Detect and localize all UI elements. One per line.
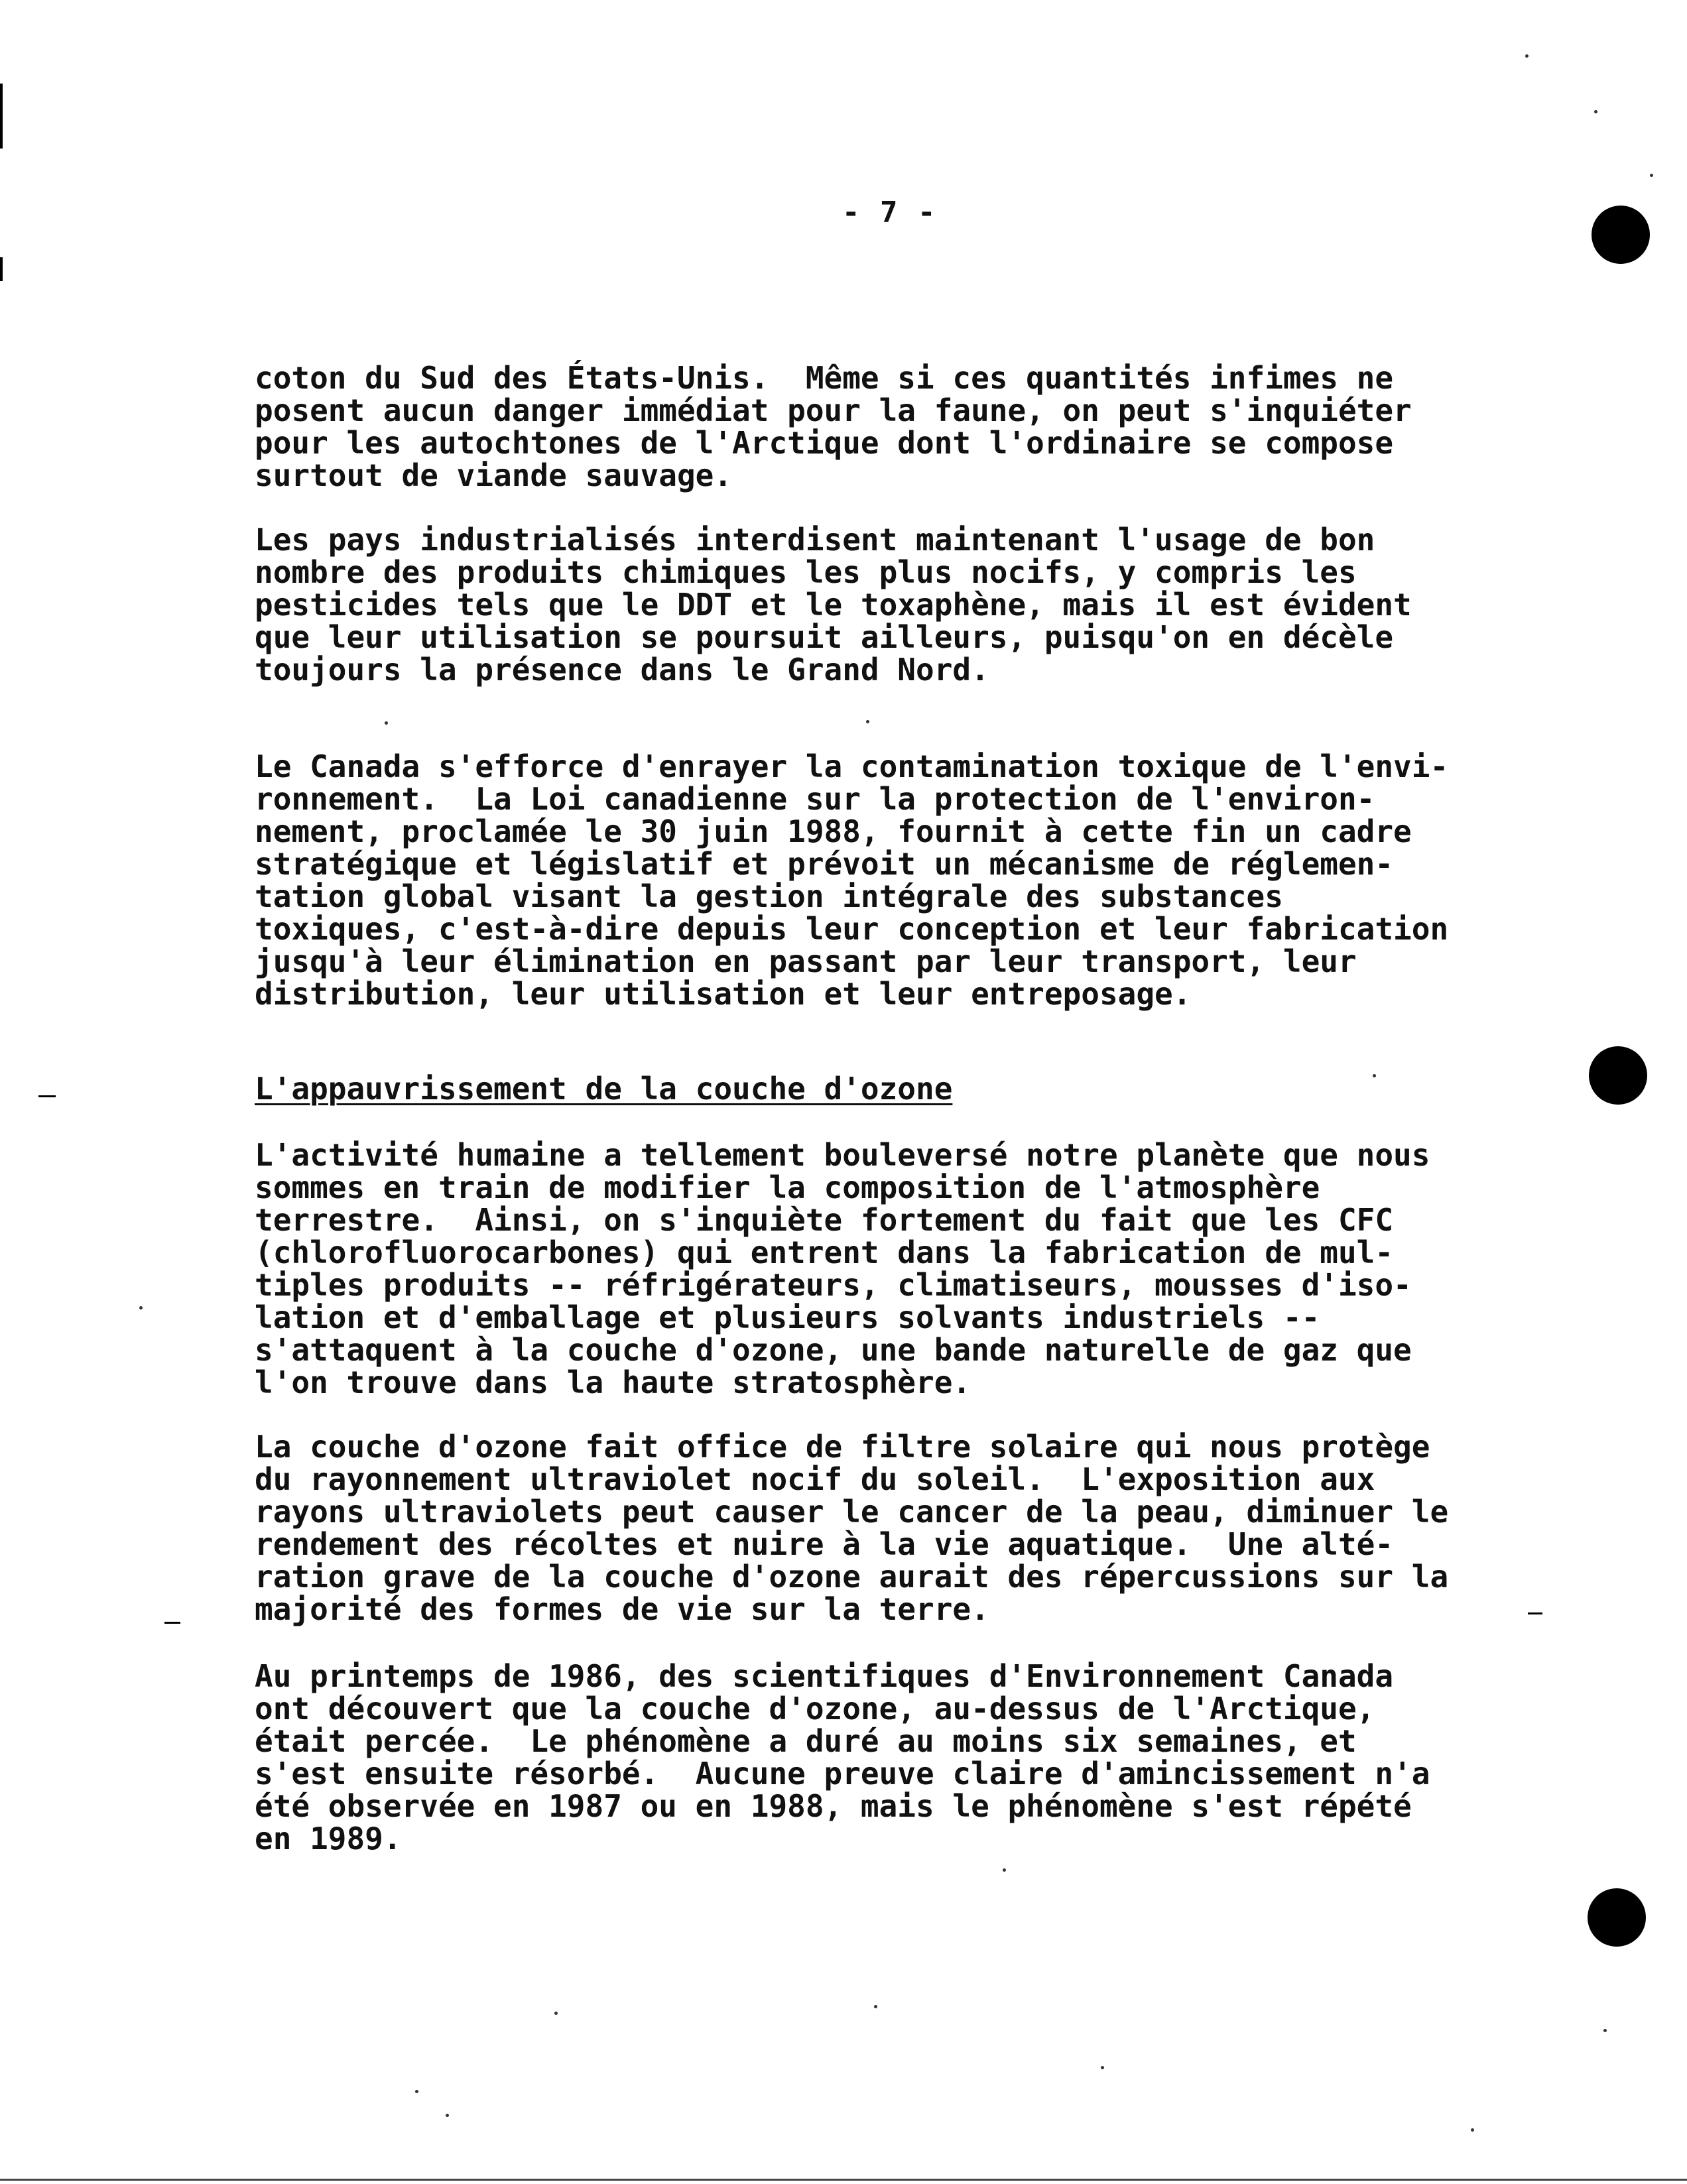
scan-speck (139, 1306, 143, 1309)
paragraph-2 (255, 524, 1554, 686)
scan-speck (554, 2012, 558, 2015)
paragraph-line: s'est ensuite résorbé. Aucune preuve claire d'amincissement n'a (255, 1756, 1430, 1791)
paragraph-line: surtout de viande sauvage. (255, 457, 733, 493)
paragraph-line: (chlorofluorocarbones) qui entrent dans la fabrication de mul- (255, 1235, 1394, 1270)
scan-speck (866, 720, 869, 723)
scan-speck (1471, 2128, 1474, 2132)
paragraph-line: en 1989. (255, 1821, 402, 1856)
punch-hole-top (1592, 206, 1650, 264)
section-paragraph-3 (255, 1660, 1554, 1855)
section-paragraph-1 (255, 1139, 1554, 1399)
paragraph-line: tiples produits -- réfrigérateurs, climatiseurs, mousses d'iso- (255, 1267, 1412, 1303)
scan-speck (1101, 2066, 1104, 2069)
scan-speck (385, 721, 388, 725)
scan-speck (415, 2090, 418, 2093)
paragraph-1 (255, 362, 1554, 492)
paragraph-line: tation global visant la gestion intégrale des substances (255, 879, 1283, 914)
paragraph-line: ronnement. La Loi canadienne sur la protection de l'environ- (255, 781, 1375, 817)
paragraph-line: l'on trouve dans la haute stratosphère. (255, 1365, 971, 1400)
scan-speck (1650, 174, 1653, 177)
scan-speck (446, 2114, 449, 2117)
paragraph-line: ont découvert que la couche d'ozone, au-dessus de l'Arctique, (255, 1691, 1375, 1727)
scan-speck (1594, 110, 1597, 113)
left-edge-mark (0, 84, 3, 149)
scan-speck (1525, 54, 1529, 58)
paragraph-line: La couche d'ozone fait office de filtre solaire qui nous protège (255, 1429, 1430, 1465)
paragraph-line: ration grave de la couche d'ozone aurait des répercussions sur la (255, 1559, 1449, 1595)
paragraph-line: terrestre. Ainsi, on s'inquiète fortement du fait que les CFC (255, 1202, 1394, 1238)
scan-speck (1603, 2029, 1607, 2032)
paragraph-line: Le Canada s'efforce d'enrayer la contamination toxique de l'envi- (255, 749, 1449, 784)
paragraph-line: était percée. Le phénomène a duré au moins six semaines, et (255, 1723, 1357, 1759)
margin-dash (164, 1622, 180, 1624)
paragraph-line: distribution, leur utilisation et leur entreposage. (255, 976, 1192, 1012)
paragraph-line: que leur utilisation se poursuit ailleurs, puisqu'on en décèle (255, 619, 1394, 655)
paragraph-line: Les pays industrialisés interdisent maintenant l'usage de bon (255, 522, 1375, 558)
paragraph-line: coton du Sud des États-Unis. Même si ces quantités infimes ne (255, 360, 1394, 396)
paragraph-line: été observée en 1987 ou en 1988, mais le phénomène s'est répété (255, 1788, 1412, 1824)
paragraph-line: toujours la présence dans le Grand Nord. (255, 652, 989, 688)
scan-speck (1003, 1868, 1006, 1872)
bottom-edge-line (0, 2179, 1687, 2181)
paragraph-line: posent aucun danger immédiat pour la faune, on peut s'inquiéter (255, 393, 1412, 428)
paragraph-line: jusqu'à leur élimination en passant par leur transport, leur (255, 943, 1357, 979)
paragraph-line: Au printemps de 1986, des scientifiques d'Environnement Canada (255, 1658, 1394, 1694)
paragraph-line: du rayonnement ultraviolet nocif du soleil. L'exposition aux (255, 1461, 1375, 1497)
paragraph-line: s'attaquent à la couche d'ozone, une bande naturelle de gaz que (255, 1332, 1412, 1368)
paragraph-line: pesticides tels que le DDT et le toxaphène, mais il est évident (255, 587, 1412, 623)
scan-speck (874, 2005, 877, 2008)
paragraph-line: nement, proclamée le 30 juin 1988, fournit à cette fin un cadre (255, 814, 1412, 849)
scan-speck (1373, 1074, 1376, 1077)
margin-dash (38, 1095, 56, 1097)
paragraph-line: sommes en train de modifier la composition de l'atmosphère (255, 1170, 1320, 1205)
paragraph-line: majorité des formes de vie sur la terre. (255, 1591, 989, 1627)
paragraph-line: L'activité humaine a tellement bouleversé notre planète que nous (255, 1137, 1430, 1173)
section-heading: L'appauvrissement de la couche d'ozone (255, 1071, 953, 1107)
section-paragraph-2 (255, 1431, 1554, 1626)
paragraph-line: rayons ultraviolets peut causer le cancer de la peau, diminuer le (255, 1494, 1449, 1530)
page-number: - 7 - (842, 196, 937, 229)
paragraph-line: lation et d'emballage et plusieurs solvants industriels -- (255, 1300, 1320, 1335)
margin-dash (1528, 1612, 1542, 1614)
paragraph-line: nombre des produits chimiques les plus nocifs, y compris les (255, 554, 1357, 590)
punch-hole-middle (1589, 1046, 1647, 1105)
left-edge-mark (0, 257, 3, 281)
paragraph-line: rendement des récoltes et nuire à la vie aquatique. Une alté- (255, 1526, 1394, 1562)
punch-hole-bottom (1588, 1888, 1646, 1947)
paragraph-line: stratégique et législatif et prévoit un mécanisme de réglemen- (255, 846, 1394, 882)
paragraph-3 (255, 751, 1554, 1010)
paragraph-line: toxiques, c'est-à-dire depuis leur conception et leur fabrication (255, 911, 1449, 947)
paragraph-line: pour les autochtones de l'Arctique dont l'ordinaire se compose (255, 425, 1394, 461)
